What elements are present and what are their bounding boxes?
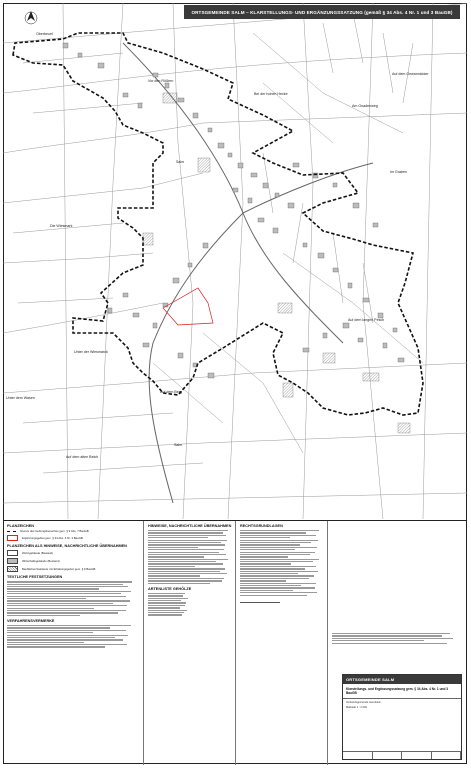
- map-label: Bei der hohen Hecke: [254, 92, 288, 96]
- map-label: Auf dem Berg: [160, 390, 182, 394]
- grey-symbol: [7, 558, 18, 564]
- map-label: Vor den Rößern: [148, 79, 174, 83]
- text-placeholder-block: [148, 530, 231, 584]
- legend-label: Bauflächen/Gebäude mit Erhaltungsgebot gem. § 9 BauGB: [22, 566, 96, 571]
- legend-label: Ergänzungsgebiet gem. § 34 Abs. 4 Nr. 3 BauGB: [22, 535, 83, 540]
- buildings: [63, 43, 404, 378]
- title-block: [342, 674, 462, 760]
- text-placeholder-block: [240, 530, 323, 596]
- legend-item: [7, 535, 139, 541]
- box-symbol: [7, 550, 18, 556]
- red-outline-symbol: [7, 535, 18, 541]
- legend-heading: PLANZEICHEN: [7, 524, 35, 528]
- plan-title: ORTSGEMEINDE SALM – KLARSTELLUNGS- UND ERGÄNZUNGSSATZUNG (gemäß § 34 Abs. 4 Nr. 1 und 3 BauGB): [184, 5, 460, 19]
- map-label: Im Graben: [390, 170, 407, 174]
- plan-boundary: [13, 33, 423, 415]
- legend-column-symbols: [3, 521, 144, 765]
- text-placeholder-block: [7, 625, 139, 648]
- map-label: Auf dem langen Pesch: [348, 318, 385, 322]
- title-block-subtitle: Klarstellungs- und Ergänzungssatzung gem. § 34 Abs. 4 Nr. 1 und 3 BauGB: [346, 687, 449, 695]
- dashed-line-symbol: [7, 531, 16, 532]
- text-placeholder-block: [332, 633, 463, 644]
- legend-item: [7, 558, 139, 564]
- title-block-name: ORTSGEMEINDE SALM: [343, 675, 461, 684]
- legend-label: Grenze des Geltungsbereiches gem. § 9 Abs. 7 BauGB: [20, 529, 89, 533]
- map-label: Die Wiesmark: [50, 224, 73, 228]
- legend-label: Wohngebäude (Bestand): [22, 550, 54, 555]
- hatched-areas: [143, 93, 410, 433]
- map-label: Unter der Wiesmarck: [74, 350, 108, 354]
- map-label: Oberbeuel: [36, 32, 53, 36]
- map-label: Auf dem Gewannäcker: [392, 72, 429, 76]
- legend-label: Wirtschaftsgebäude (Bestand): [22, 558, 60, 563]
- title-block-authority: Verbandsgemeinde Gerolstein: [346, 701, 381, 704]
- legend-item: [7, 530, 139, 533]
- legend-heading: ARTENLISTE GEHÖLZE: [148, 586, 192, 591]
- title-block-scale: Maßstab 1 : 2.000: [346, 706, 367, 709]
- divider: [343, 698, 461, 699]
- map-label: Am Gnadenweg: [352, 104, 378, 108]
- map-label: Salm: [174, 443, 183, 447]
- title-block-grid: [343, 751, 461, 759]
- legend-heading: RECHTSGRUNDLAGEN: [240, 524, 283, 528]
- signature-line: [240, 602, 280, 603]
- text-placeholder-block: [7, 581, 139, 616]
- north-arrow-icon: [25, 11, 37, 24]
- legend-item: [7, 566, 139, 572]
- legend-column-legal: [236, 521, 328, 765]
- legend-heading: VERFAHRENSVERMERKE: [7, 618, 55, 623]
- legend-heading: TEXTLICHE FESTSETZUNGEN: [7, 575, 63, 580]
- hatch-symbol: [7, 566, 18, 572]
- legend-heading: HINWEISE, NACHRICHTLICHE ÜBERNAHMEN: [148, 524, 232, 528]
- legend-heading: PLANZEICHEN ALS HINWEISE, NACHRICHTLICHE ÜBERNAHMEN: [7, 544, 127, 549]
- legend-column-notes: [144, 521, 236, 765]
- text-placeholder-block: [148, 593, 231, 616]
- map-label: Auf dem alten Beich: [66, 455, 99, 459]
- cadastral-map: [3, 3, 467, 519]
- map-label: Salm: [176, 160, 185, 164]
- main-road: [123, 43, 373, 503]
- map-label: Unter dem Wasen: [6, 396, 35, 400]
- legend-item: [7, 550, 139, 556]
